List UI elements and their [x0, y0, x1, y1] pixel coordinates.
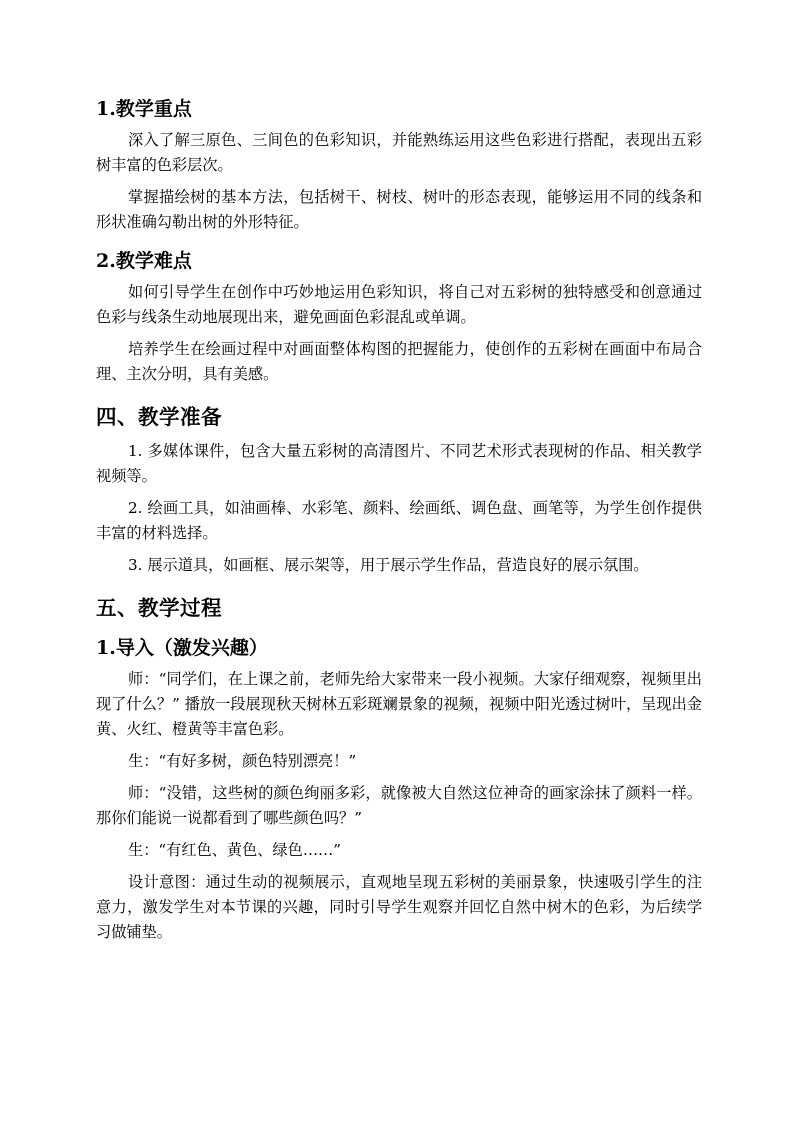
process-paragraph-5: 设计意图：通过生动的视频展示，直观地呈现五彩树的美丽景象，快速吸引学生的注意力，激发学生对本节课的兴趣，同时引导学生观察并回忆自然中树木的色彩，为后续学习做铺垫。 [96, 873, 702, 941]
preparation-paragraph-3: 3. 展示道具，如画框、展示架等，用于展示学生作品，营造良好的展示氛围。 [128, 556, 649, 574]
document-body [96, 96, 702, 945]
process-paragraph-3: 师：“没错，这些树的颜色绚丽多彩，就像被大自然这位神奇的画家涂抹了颜料一样。那你们能说一说都看到了哪些颜色吗？” [96, 784, 702, 827]
difficulties-paragraph-2: 培养学生在绘画过程中对画面整体构图的把握能力，使创作的五彩树在画面中布局合理、主次分明，具有美感。 [96, 340, 702, 383]
preparation-paragraph-1: 1. 多媒体课件，包含大量五彩树的高清图片、不同艺术形式表现树的作品、相关教学视频等。 [96, 442, 702, 485]
difficulties-paragraph-1: 如何引导学生在创作中巧妙地运用色彩知识，将自己对五彩树的独特感受和创意通过色彩与线条生动地展现出来，避免画面色彩混乱或单调。 [96, 283, 702, 326]
key-points-paragraph-2: 掌握描绘树的基本方法，包括树干、树枝、树叶的形态表现，能够运用不同的线条和形状准确勾勒出树的外形特征。 [96, 188, 702, 231]
preparation-heading: 四、教学准备 [96, 405, 222, 429]
process-paragraph-2: 生：“有好多树，颜色特别漂亮！” [128, 752, 357, 770]
key-points-heading: 1.教学重点 [96, 98, 192, 120]
process-subheading: 1.导入（激发兴趣） [96, 637, 268, 659]
difficulties-heading: 2.教学难点 [96, 250, 192, 272]
preparation-paragraph-2: 2. 绘画工具，如油画棒、水彩笔、颜料、绘画纸、调色盘、画笔等，为学生创作提供丰富的材料选择。 [96, 499, 702, 542]
key-points-paragraph-1: 深入了解三原色、三间色的色彩知识，并能熟练运用这些色彩进行搭配，表现出五彩树丰富的色彩层次。 [96, 131, 702, 174]
process-paragraph-4: 生：“有红色、黄色、绿色……” [128, 841, 341, 859]
process-heading: 五、教学过程 [96, 596, 222, 620]
process-paragraph-1: 师：“同学们，在上课之前，老师先给大家带来一段小视频。大家仔细观察，视频里出现了什么？” 播放一段展现秋天树林五彩斑斓景象的视频，视频中阳光透过树叶，呈现出金黄、火红、橙黄等丰富色彩。 [96, 670, 702, 738]
